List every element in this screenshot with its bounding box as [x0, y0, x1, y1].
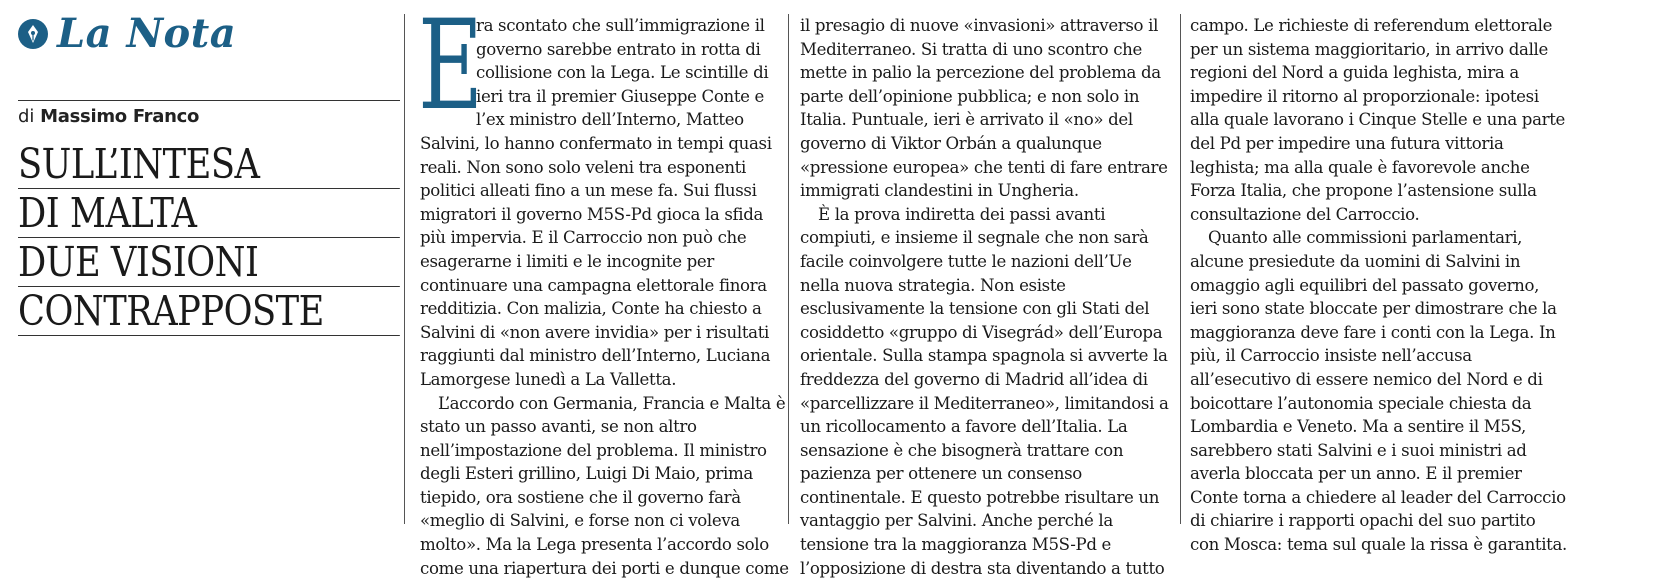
article-line: redditizia. Con malizia, Conte ha chiesto a [420, 299, 762, 319]
article-line: leghista; ma alla quale è favorevole anche [1190, 157, 1530, 177]
article-line: ieri tra il premier Giuseppe Conte e [476, 86, 765, 106]
article-line: vantaggio per Salvini. Anche perché la [800, 511, 1113, 531]
article-line: impedire il ritorno al proporzionale: ipotesi [1190, 86, 1539, 106]
article-line: immigrati clandestini in Ungheria. [800, 181, 1079, 201]
article-line: cosiddetto «gruppo di Visegrád» dell’Europa [800, 322, 1163, 342]
byline-prefix: di [18, 106, 35, 127]
article-line: con Mosca: tema sul quale la rissa è garantita. [1190, 535, 1567, 555]
article-line: ra scontato che sull’immigrazione il [476, 16, 765, 35]
article-line: Salvini, lo hanno confermato in tempi quasi [420, 133, 772, 153]
article-line: Lamorgese lunedì a La Valletta. [420, 369, 677, 389]
headline-line: SULL’INTESA [18, 140, 400, 189]
article-line: È la prova indiretta dei passi avanti [818, 204, 1106, 224]
article-line: reali. Non sono solo veleni tra esponenti [420, 157, 746, 177]
article-line: raggiunti dal ministro dell’Interno, Luciana [420, 346, 771, 366]
headline-line: DUE VISIONI [18, 238, 400, 287]
article-line: consultazione del Carroccio. [1190, 204, 1420, 224]
article-line: all’esecutivo di essere nemico del Nord e di [1190, 369, 1543, 389]
article-line: governo di Viktor Orbán a qualunque [800, 133, 1102, 153]
headline-line: CONTRAPPOSTE [18, 287, 400, 336]
article-line: Mediterraneo. Si tratta di uno scontro che [800, 39, 1142, 59]
headline-line: DI MALTA [18, 189, 400, 238]
article-line: tiepido, ora sostiene che il governo farà [420, 487, 741, 507]
article-line: come una riapertura dei porti e dunque come [420, 558, 789, 578]
article-line: Quanto alle commissioni parlamentari, [1208, 228, 1523, 248]
article-line: alcune presiedute da uomini di Salvini in [1190, 251, 1521, 271]
article-line: boicottare l’autonomia speciale chiesta da [1190, 393, 1532, 413]
article-line: il presagio di nuove «invasioni» attraverso il [800, 16, 1159, 35]
column-separator [788, 14, 789, 524]
article-line: regioni del Nord a guida leghista, mira a [1190, 63, 1519, 83]
article-line: di chiarire i rapporti opachi del suo partito [1190, 511, 1536, 531]
drop-cap: E [418, 0, 484, 138]
article-line: mette in palio la percezione del problema da [800, 63, 1161, 83]
article-line: Italia. Puntuale, ieri è arrivato il «no» del [800, 110, 1133, 130]
article-line: nella nuova strategia. Non esiste [800, 275, 1066, 295]
stylized-pen-icon [18, 19, 48, 49]
article-line: maggioranza deve fare i conti con la Lega. In [1190, 322, 1556, 342]
article-line: continuare una campagna elettorale finora [420, 275, 767, 295]
column-title: La Nota [57, 10, 237, 57]
article-line: averla bloccata per un anno. E il premier [1190, 464, 1522, 484]
article-line: continentale. E questo potrebbe risultare un [800, 487, 1160, 507]
article-line: «parcellizzare il Mediterraneo», limitandosi a [800, 393, 1169, 413]
article-column-3 [1190, 14, 1650, 557]
article-line: «pressione europea» che tenti di fare entrare [800, 157, 1168, 177]
article-column-1 [420, 14, 789, 580]
headline [18, 140, 400, 336]
article-line: compiuti, e insieme il segnale che non sarà [800, 228, 1149, 248]
article-line: collisione con la Lega. Le scintille di [476, 63, 769, 83]
article-line: sensazione è che bisognerà trattare con [800, 440, 1124, 460]
article-line: stato un passo avanti, se non altro [420, 417, 697, 437]
article-line: facile coinvolgere tutte le nazioni dell’Ue [800, 251, 1132, 271]
article-line: campo. Le richieste di referendum elettorale [1190, 16, 1553, 35]
article-line: politici alleati fino a un mese fa. Sui flussi [420, 181, 757, 201]
article-line: alla quale lavorano i Cinque Stelle e una parte [1190, 110, 1565, 130]
article-column-2 [800, 14, 1172, 580]
article-line: più, il Carroccio insiste nell’accusa [1190, 346, 1472, 366]
article-line: nell’impostazione del problema. Il ministro [420, 440, 767, 460]
article-line: L’accordo con Germania, Francia e Malta è [438, 393, 786, 413]
article-line: Salvini di «non avere invidia» per i risultati [420, 322, 769, 342]
column-separator [404, 14, 405, 524]
article-line: migratori il governo M5S-Pd gioca la sfida [420, 204, 764, 224]
article-line: tensione tra la maggioranza M5S-Pd e [800, 535, 1112, 555]
article-line: un ricollocamento a favore dell’Italia. La [800, 417, 1128, 437]
byline-top-rule [18, 100, 400, 101]
column-separator [1180, 14, 1181, 524]
article-line: degli Esteri grillino, Luigi Di Maio, prima [420, 464, 753, 484]
article-line: ieri sono state bloccate per dimostrare che la [1190, 299, 1557, 319]
article-line: esclusivamente la tensione con gli Stati del [800, 299, 1150, 319]
article-line: «meglio di Salvini, e forse non ci voleva [420, 511, 740, 531]
column-logo [18, 10, 237, 57]
article-line: omaggio agli equilibri del passato governo, [1190, 275, 1540, 295]
byline-author: Massimo Franco [40, 106, 200, 127]
article-line: esagerarne i limiti e le incognite per [420, 251, 714, 271]
article-line: Lombardia e Veneto. Ma a sentire il M5S, [1190, 417, 1526, 437]
article-line: parte dell’opinione pubblica; e non solo in [800, 86, 1140, 106]
byline [18, 106, 199, 127]
article-line: governo sarebbe entrato in rotta di [476, 39, 761, 59]
article-line: pazienza per ottenere un consenso [800, 464, 1082, 484]
article-line: Conte torna a chiedere al leader del Carroccio [1190, 487, 1566, 507]
article-line: Forza Italia, che propone l’astensione sulla [1190, 181, 1537, 201]
article-line: più impervia. E il Carroccio non può che [420, 228, 747, 248]
article-line: l’opposizione di destra sta diventando a tutto [800, 558, 1165, 578]
article-line: orientale. Sulla stampa spagnola si avverte la [800, 346, 1168, 366]
article-line: del Pd per impedire una futura vittoria [1190, 133, 1504, 153]
article-line: sarebbero stati Salvini e i suoi ministri ad [1190, 440, 1527, 460]
article-line: molto». Ma la Lega presenta l’accordo solo [420, 535, 769, 555]
article-line: per un sistema maggioritario, in arrivo dalle [1190, 39, 1548, 59]
article-line: l’ex ministro dell’Interno, Matteo [476, 110, 744, 130]
article-line: freddezza del governo di Madrid all’idea di [800, 369, 1148, 389]
